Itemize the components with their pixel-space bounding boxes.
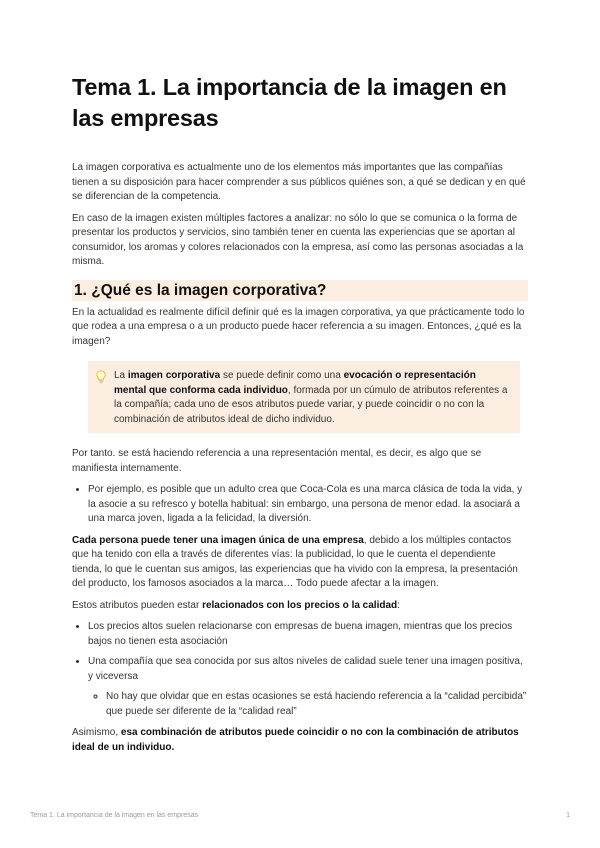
page-number: 1 [566,812,570,819]
section-paragraph-1: En la actualidad es realmente difícil definir qué es la imagen corporativa, ya que prácticamente todo lo que rodea a una empresa o a un producto puede hacer referencia a su imagen. Entonces, ¿qué es la imagen? [72,306,525,347]
intro-paragraph-1: La imagen corporativa es actualmente uno de los elementos más importantes que las compañías tienen a su disposición para hacer comprender a sus públicos quiénes son, a qué se dedican y en qué se diferencian de la competencia. [72,162,526,202]
list-item: • Una compañía que sea conocida por sus altos niveles de calidad suele tener una imagen positiva, y viceversa ◦ No hay que olvidar que en estas ocasiones se está haciendo referencia a la “calidad percibida” que puede ser diferente de la “calidad real” [88,655,528,719]
nested-list [88,690,528,719]
section-paragraph-3: Cada persona puede tener una imagen única de una empresa, debido a los múltiples contactos que ha tenido con ella a través de diferentes vías: la publicidad, lo que le cuenta el dependiente tienda, lo que le cuentan sus amigos, las experiencias que ha vivido con la empresa, la presentación del producto, los famosos asociados a la marca… Todo puede afectar a la imagen. [72,534,518,589]
example-list [72,483,528,527]
list-item: • Por ejemplo, es posible que un adulto crea que Coca-Cola es una marca clásica de toda la vida, y la asocie a su refresco y botella habitual: sin embargo, una persona de menor edad. la asociará a una marca joven, ligada a la felicidad, la diversión. [88,483,528,527]
nested-list-item: ◦ No hay que olvidar que en estas ocasiones se está haciendo referencia a la “calidad percibida” que puede ser diferente de la “calidad real” [106,690,528,719]
lightbulb-icon [96,369,114,427]
list-item: • Los precios altos suelen relacionarse con empresas de buena imagen, mientras que los precios bajos no tienen esta asociación [88,620,528,649]
section-paragraph-5: Asimismo, esa combinación de atributos puede coincidir o no con la combinación de atributos ideal de un individuo. [72,727,519,753]
document-page [72,72,528,762]
footer-title: Tema 1. La importancia de la imagen en las empresas [30,812,199,819]
callout-text: La imagen corporativa se puede definir como una evocación o representación mental que conforma cada individuo, formada por un cúmulo de atributos referentes a la compañía; cada uno de esos atributos puede variar, y puede coincidir o no con la combinación de atributos ideal de dicho individuo. [114,370,508,425]
section-paragraph-4: Estos atributos pueden estar relacionados con los precios o la calidad: [72,599,400,611]
section-heading: 1. ¿Qué es la imagen corporativa? [72,280,528,301]
page-footer [30,812,570,819]
section-paragraph-2: Por tanto. se está haciendo referencia a una representación mental, es decir, es algo que se manifiesta internamente. [72,448,482,474]
intro-section [72,161,528,270]
intro-paragraph-2: En caso de la imagen existen múltiples factores a analizar: no sólo lo que se comunica o la forma de presentar los productos y servicios, sino también tener en cuenta las experiencias que se aportan al consumidor, los aromas y colores relacionados con la empresa, así como las personas asociadas a la misma. [72,212,524,267]
page-title: Tema 1. La importancia de la imagen en las empresas [72,74,507,131]
definition-callout [88,361,520,433]
attributes-list [72,620,528,719]
